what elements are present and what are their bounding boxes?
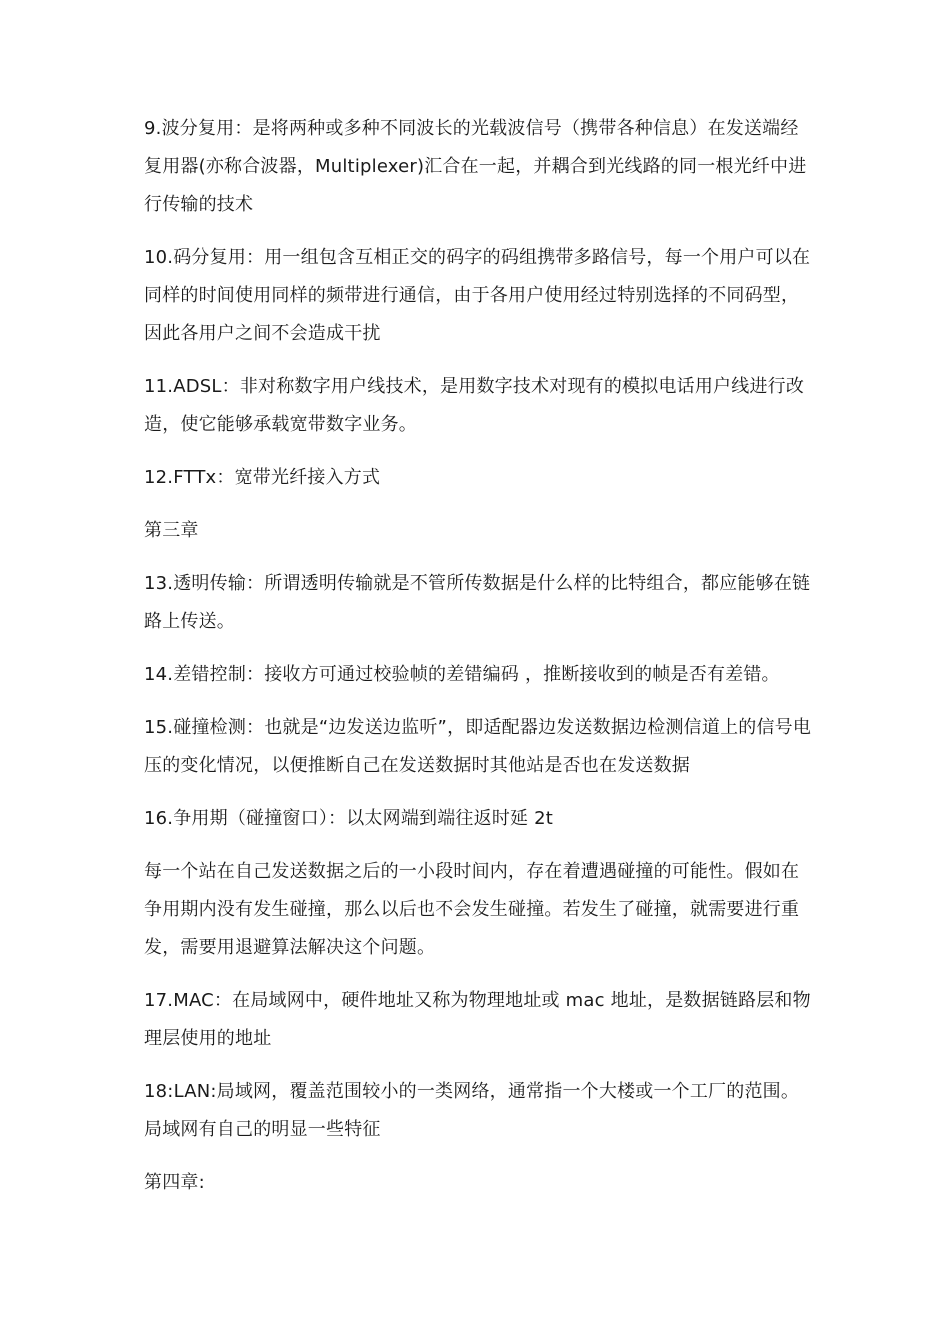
definition-error-control: 14.差错控制：接收方可通过校验帧的差错编码 ，推断接收到的帧是否有差错。 xyxy=(144,664,780,685)
chapter-3-heading: 第三章 xyxy=(144,520,199,541)
definition-wdm: 9.波分复用：是将两种或多种不同波长的光载波信号（携带各种信息）在发送端经复用器(亦称合波器，Multiplexer)汇合在一起，并耦合到光线路的同一根光纤中进行传输的技术 xyxy=(144,118,807,215)
chapter-4-heading: 第四章: xyxy=(144,1172,205,1193)
definition-transparent-transmission: 13.透明传输：所谓透明传输就是不管所传数据是什么样的比特组合，都应能够在链路上传送。 xyxy=(144,573,811,632)
definition-collision-detection: 15.碰撞检测：也就是“边发送边监听”，即适配器边发送数据边检测信道上的信号电压的变化情况，以便推断自己在发送数据时其他站是否也在发送数据 xyxy=(144,717,812,776)
definition-fttx: 12.FTTx：宽带光纤接入方式 xyxy=(144,467,381,488)
definition-adsl: 11.ADSL：非对称数字用户线技术，是用数字技术对现有的模拟电话用户线进行改造，使它能够承载宽带数字业务。 xyxy=(144,376,805,435)
definition-contention-period: 16.争用期（碰撞窗口）：以太网端到端往返时延 2t xyxy=(144,808,554,829)
definition-mac: 17.MAC：在局域网中，硬件地址又称为物理地址或 mac 地址，是数据链路层和物理层使用的地址 xyxy=(144,990,811,1049)
contention-period-explanation: 每一个站在自己发送数据之后的一小段时间内，存在着遭遇碰撞的可能性。假如在争用期内没有发生碰撞，那么以后也不会发生碰撞。若发生了碰撞，就需要进行重发，需要用退避算法解决这个问题。 xyxy=(144,861,800,958)
definition-lan: 18:LAN:局域网，覆盖范围较小的一类网络，通常指一个大楼或一个工厂的范围。局域网有自己的明显一些特征 xyxy=(144,1081,800,1140)
definition-cdm: 10.码分复用：用一组包含互相正交的码字的码组携带多路信号，每一个用户可以在同样的时间使用同样的频带进行通信，由于各用户使用经过特别选择的不同码型，因此各用户之间不会造成干扰 xyxy=(144,247,811,344)
document-body xyxy=(144,110,814,1217)
